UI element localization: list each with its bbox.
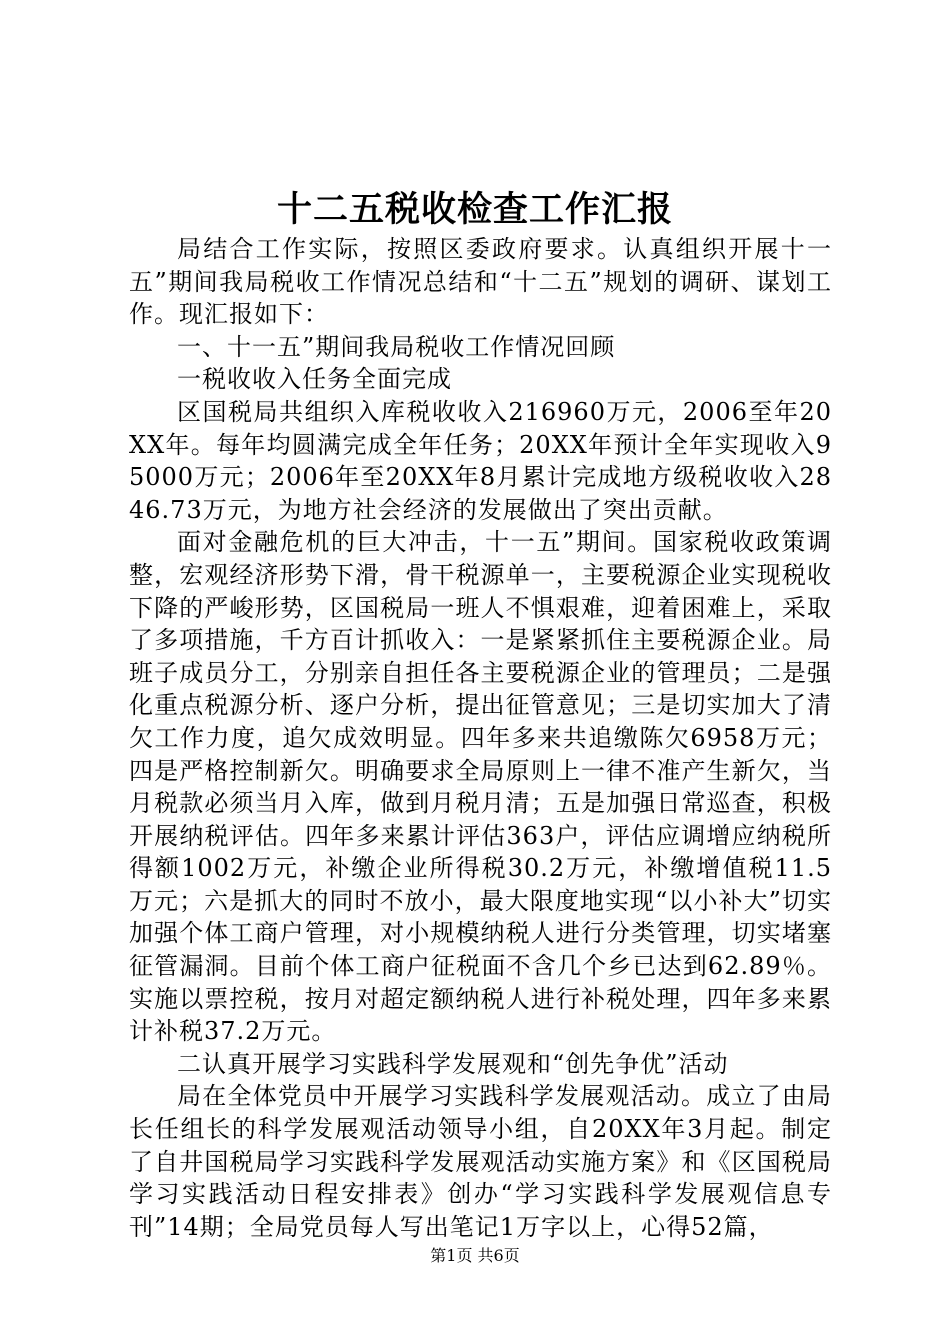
heading-section-one: 一、十一五”期间我局税收工作情况回顾 [177, 332, 616, 361]
document-body [129, 233, 832, 1243]
page-footer [0, 1245, 950, 1267]
subheading-revenue: 一税收收入任务全面完成 [177, 365, 452, 394]
paragraph-revenue: 区国税局共组织入库税收收入216960万元，2006至年20XX年。每年均圆满完成全年任务；20XX年预计全年实现收入95000万元；2006年至20XX年8月累计完成地方级税收收入2846.73万元，为地方社会经济的发展做出了突出贡献。 [129, 397, 832, 524]
document-title: 十二五税收检查工作汇报 [276, 189, 673, 230]
paragraph-study-activity: 局在全体党员中开展学习实践科学发展观活动。成立了由局长任组长的科学发展观活动领导小组，自20XX年3月起。制定了自井国税局学习实践科学发展观活动实施方案》和《区国税局学习实践活动日程安排表》创办“学习实践科学发展观信息专刊”14期；全局党员每人写出笔记1万字以上，心得52篇， [129, 1082, 832, 1241]
subheading-study-activity: 二认真开展学习实践科学发展观和“创先争优”活动 [177, 1049, 729, 1078]
paragraph-intro: 局结合工作实际，按照区委政府要求。认真组织开展十一五”期间我局税收工作情况总结和“十二五”规划的调研、谋划工作。现汇报如下： [129, 235, 832, 329]
page-number: 第1页 [430, 1246, 473, 1265]
page-total: 共6页 [477, 1246, 520, 1265]
paragraph-measures: 面对金融危机的巨大冲击，十一五”期间。国家税收政策调整，宏观经济形势下滑，骨干税源单一，主要税源企业实现税收下降的严峻形势，区国税局一班人不惧艰难，迎着困难上，采取了多项措施，千方百计抓收入：一是紧紧抓住主要税源企业。局班子成员分工，分别亲自担任各主要税源企业的管理员；二是强化重点税源分析、逐户分析，提出征管意见；三是切实加大了清欠工作力度，追欠成效明显。四年多来共追缴陈欠6958万元；四是严格控制新欠。明确要求全局原则上一律不准产生新欠，当月税款必须当月入库，做到月税月清；五是加强日常巡查，积极开展纳税评估。四年多来累计评估363户，评估应调增应纳税所得额1002万元，补缴企业所得税30.2万元，补缴增值税11.5万元；六是抓大的同时不放小，最大限度地实现“以小补大”切实加强个体工商户管理，对小规模纳税人进行分类管理，切实堵塞征管漏洞。目前个体工商户征税面不含几个乡已达到62.89％。实施以票控税，按月对超定额纳税人进行补税处理，四年多来累计补税37.2万元。 [129, 528, 832, 1046]
